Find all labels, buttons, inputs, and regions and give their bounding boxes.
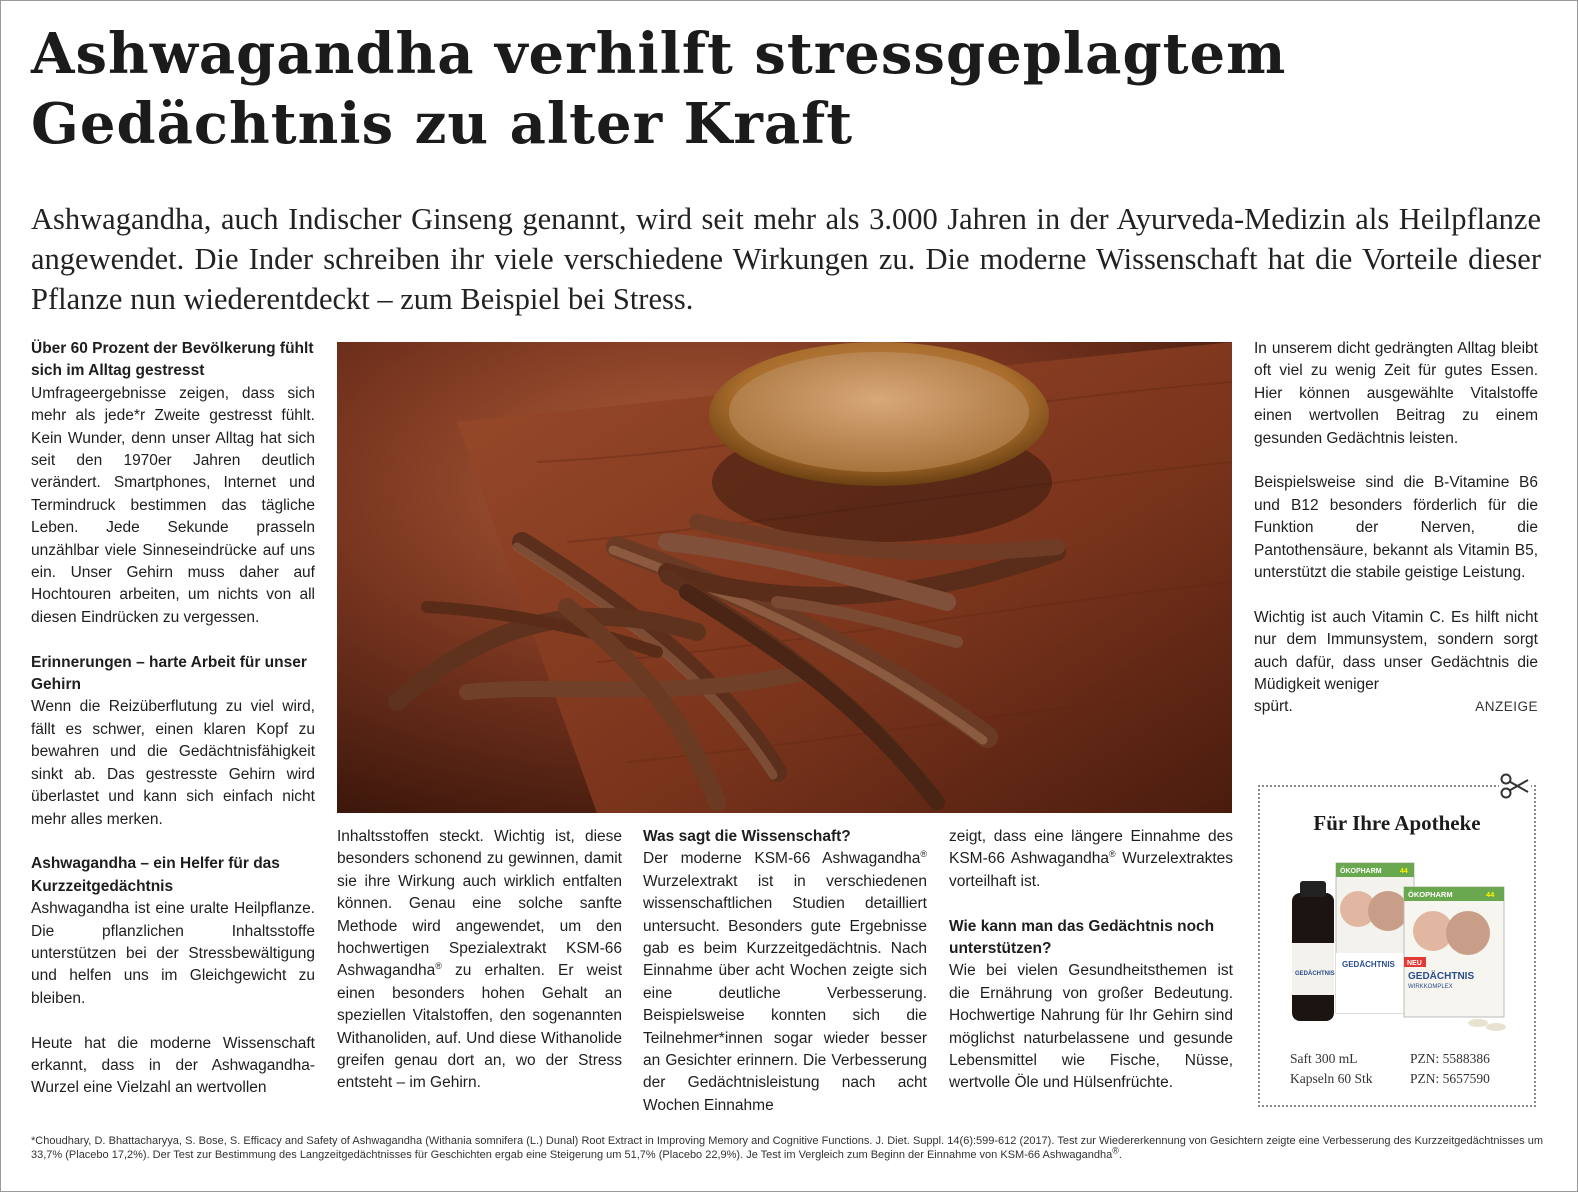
scissors-icon (1499, 773, 1531, 799)
man-face (1446, 911, 1490, 955)
footnote (31, 1134, 1543, 1162)
product-capsules-name: Kapseln 60 Stk (1290, 1070, 1373, 1086)
ashwagandha-powder (729, 352, 1029, 472)
roots-illustration (337, 342, 1232, 813)
headline (31, 19, 1551, 159)
column-1 (31, 338, 315, 1100)
text-segment: zu erhalten. Er weist einen besonders hohen Gehalt an speziellen Vitalstoffen, den sogenannten Withanoliden, auf. Und diese Withanolide greifen genau dort an, wo der Stress entsteht – im Gehirn. (337, 962, 622, 1092)
paragraph-nutrition: Wie bei vielen Gesundheitsthemen ist die Ernährung von großer Bedeutung. Hochwertige Nahrung für Ihr Gehirn sind möglichst naturbelassene und gesunde Lebensmittel wie Fische, Nüsse, wertvolle Öle und Hülsenfrüchte. (949, 962, 1233, 1092)
pharmacy-coupon[interactable] (1258, 785, 1536, 1107)
capsule (1486, 1023, 1506, 1031)
text-segment: Wurzelextraktes vorteilhaft ist. (949, 850, 1233, 890)
capsule (1468, 1019, 1488, 1027)
column-2 (337, 826, 622, 1095)
footnote-end: . (1118, 1149, 1122, 1161)
paragraph-withanolides (337, 826, 622, 1095)
vitamin-c-last-line (1254, 696, 1538, 718)
text-segment: Inhaltsstoffen steckt. Wichtig ist, diese besonders schonend zu gewinnen, damit sie ihre Wirkung auch wirklich entfalten können. Genau eine solche sanfte Methode wird angewendet, um den hochwertigen Spezialextrakt KSM-66 Ashwagandha (337, 828, 622, 980)
headline-line-2: Gedächtnis zu alter Kraft (31, 91, 854, 157)
product-capsules-pzn: PZN: 5657590 (1410, 1070, 1490, 1086)
column-3 (643, 826, 927, 1117)
column-4 (949, 826, 1233, 1095)
paragraph-long-term (949, 826, 1233, 893)
registered-mark: ® (920, 849, 927, 860)
text-segment: Der moderne KSM-66 Ashwagandha (643, 850, 921, 868)
registered-mark: ® (435, 961, 442, 972)
column-5 (1254, 338, 1538, 719)
paragraph-b-vitamins: Beispielsweise sind die B-Vitamine B6 und B12 besonders förderlich für die Funktion der Nerven, die Pantothensäure, bekannt als Vitamin B5, unterstützt die stabile geistige Leistung. (1254, 474, 1538, 582)
product-juice-pzn: PZN: 5588386 (1410, 1051, 1490, 1066)
subheading-memory: Erinnerungen – harte Arbeit für unser Gehirn (31, 653, 307, 694)
product-pzn (1410, 1049, 1490, 1088)
subheading-stress: Über 60 Prozent der Bevölkerung fühlt sich im Alltag gestresst (31, 340, 314, 380)
paragraph-vitamin-c: Wichtig ist auch Vitamin C. Es hilft nicht nur dem Immunsystem, sondern sorgt auch dafür, dass unser Gedächtnis die Müdigkeit weniger (1254, 608, 1538, 694)
paragraph-memory: Wenn die Reizüberflutung zu viel wird, fällt es schwer, einen klaren Kopf zu bewahren und die Gedächtnisfähigkeit sinkt ab. Das gestresste Gehirn wird überlastet und kann sich einfach nicht mehr alles merken. (31, 698, 315, 828)
footnote-text: *Choudhary, D. Bhattacharyya, S. Bose, S. Efficacy and Safety of Ashwagandha (Withania somnifera (L.) Dunal) Root Extract in Improving Memory and Cognitive Functions. J. Diet. Suppl. 14(6):599-612 (2017). Test zur Wiedererkennung von Gesichtern zeigte eine Verbesserung des Kurzzeitgedächtnisses um 33,7% (Placebo 17,2%). Der Test zur Bestimmung des Langzeitgedächtnisses für Geschichten ergab eine Steigerung um 51,7% (Placebo 22,9%). Je Test im Vergleich zum Beginn der Einnahme von KSM-66 Ashwagandha (31, 1135, 1543, 1161)
registered-mark: ® (1112, 1145, 1119, 1156)
registered-mark: ® (1108, 849, 1116, 860)
paragraph-science-intro: Heute hat die moderne Wissenschaft erkannt, dass in der Ashwagandha-Wurzel eine Vielzahl an wertvollen (31, 1034, 315, 1097)
capsule-box-front (1404, 887, 1504, 1017)
paragraph-ashwagandha: Ashwagandha ist eine uralte Heilpflanze. Die pflanzlichen Inhaltsstoffe unterstützen bei der Stressbewältigung und helfen uns im Gleichgewicht zu bleiben. (31, 900, 315, 1007)
paragraph-daily-life: In unserem dicht gedrängten Alltag bleibt oft viel zu wenig Zeit für gutes Essen. Hier können ausgewählte Vitalstoffe einen wertvollen Beitrag zu einem gesunden Gedächtnis leisten. (1254, 340, 1538, 447)
product-name-back: GEDÄCHTNIS (1342, 960, 1395, 969)
new-badge: NEU (1407, 960, 1422, 967)
product-name-bottle: GEDÄCHTNIS (1295, 971, 1335, 977)
lead-paragraph: Ashwagandha, auch Indischer Ginseng genannt, wird seit mehr als 3.000 Jahren in der Ayurveda-Medizin als Heilpflanze angewendet. Die Inder schreiben ihr viele verschiedene Wirkungen zu. Die moderne Wissenschaft hat die Vorteile dieser Pflanze nun wiederentdeckt – zum Beispiel bei Stress. (31, 202, 1541, 316)
subheading-ashwagandha: Ashwagandha – ein Helfer für das Kurzzeitgedächtnis (31, 855, 280, 895)
product-names (1290, 1049, 1373, 1088)
bottle-cap (1300, 881, 1326, 897)
text-segment: zeigt, dass eine längere Einnahme des KSM-66 Ashwagandha (949, 828, 1233, 868)
product-name-front: GEDÄCHTNIS (1408, 971, 1475, 982)
brand-number: 44 (1400, 868, 1408, 875)
product-sub-front: WIRKKOMPLEX (1408, 984, 1453, 990)
ashwagandha-roots-photo (337, 342, 1232, 813)
product-packshot (1278, 857, 1518, 1037)
text-segment: spürt. (1254, 698, 1293, 716)
coupon-title: Für Ihre Apotheke (1313, 811, 1481, 835)
subheading-support: Wie kann man das Gedächtnis noch unterstützen? (949, 917, 1215, 958)
product-juice-name: Saft 300 mL (1290, 1051, 1358, 1066)
man-face (1368, 891, 1408, 931)
headline-line-1: Ashwagandha verhilft stressgeplagtem (31, 21, 1287, 87)
brand-number: 44 (1486, 890, 1495, 899)
ad-label: ANZEIGE (1475, 699, 1538, 715)
subheading-science: Was sagt die Wissenschaft? (643, 828, 851, 845)
paragraph-science (643, 848, 927, 1117)
paragraph-stress: Umfrageergebnisse zeigen, dass sich mehr als jede*r Zweite gestresst fühlt. Kein Wunder, denn unser Alltag hat sich seit den 1970er Jahren deutlich verändert. Smartphones, Internet und Termindruck bestimmen das tägliche Leben. Jede Sekunde prasseln unzählbar viele Sinneseindrücke auf uns ein. Unser Gehirn muss daher auf Hochtouren arbeiten, um nichts von all diesen Eindrücken zu vergessen. (31, 384, 315, 626)
brand-label: ÖKOPHARM (1408, 890, 1453, 899)
brand-label: ÖKOPHARM (1340, 868, 1382, 875)
text-segment: Wurzelextrakt ist in verschiedenen wissenschaftlichen Studien detailliert untersucht. Besonders gute Ergebnisse gab es beim Kurzzeitgedächtnis. Nach Einnahme über acht Wochen zeigte sich eine deutliche Verbesserung. Beispielsweise konnten sich die Teilnehmer*innen sogar wieder besser an Gesichter erinnern. Die Verbesserung der Gedächtnisleistung nach acht Wochen Einnahme (643, 872, 927, 1114)
